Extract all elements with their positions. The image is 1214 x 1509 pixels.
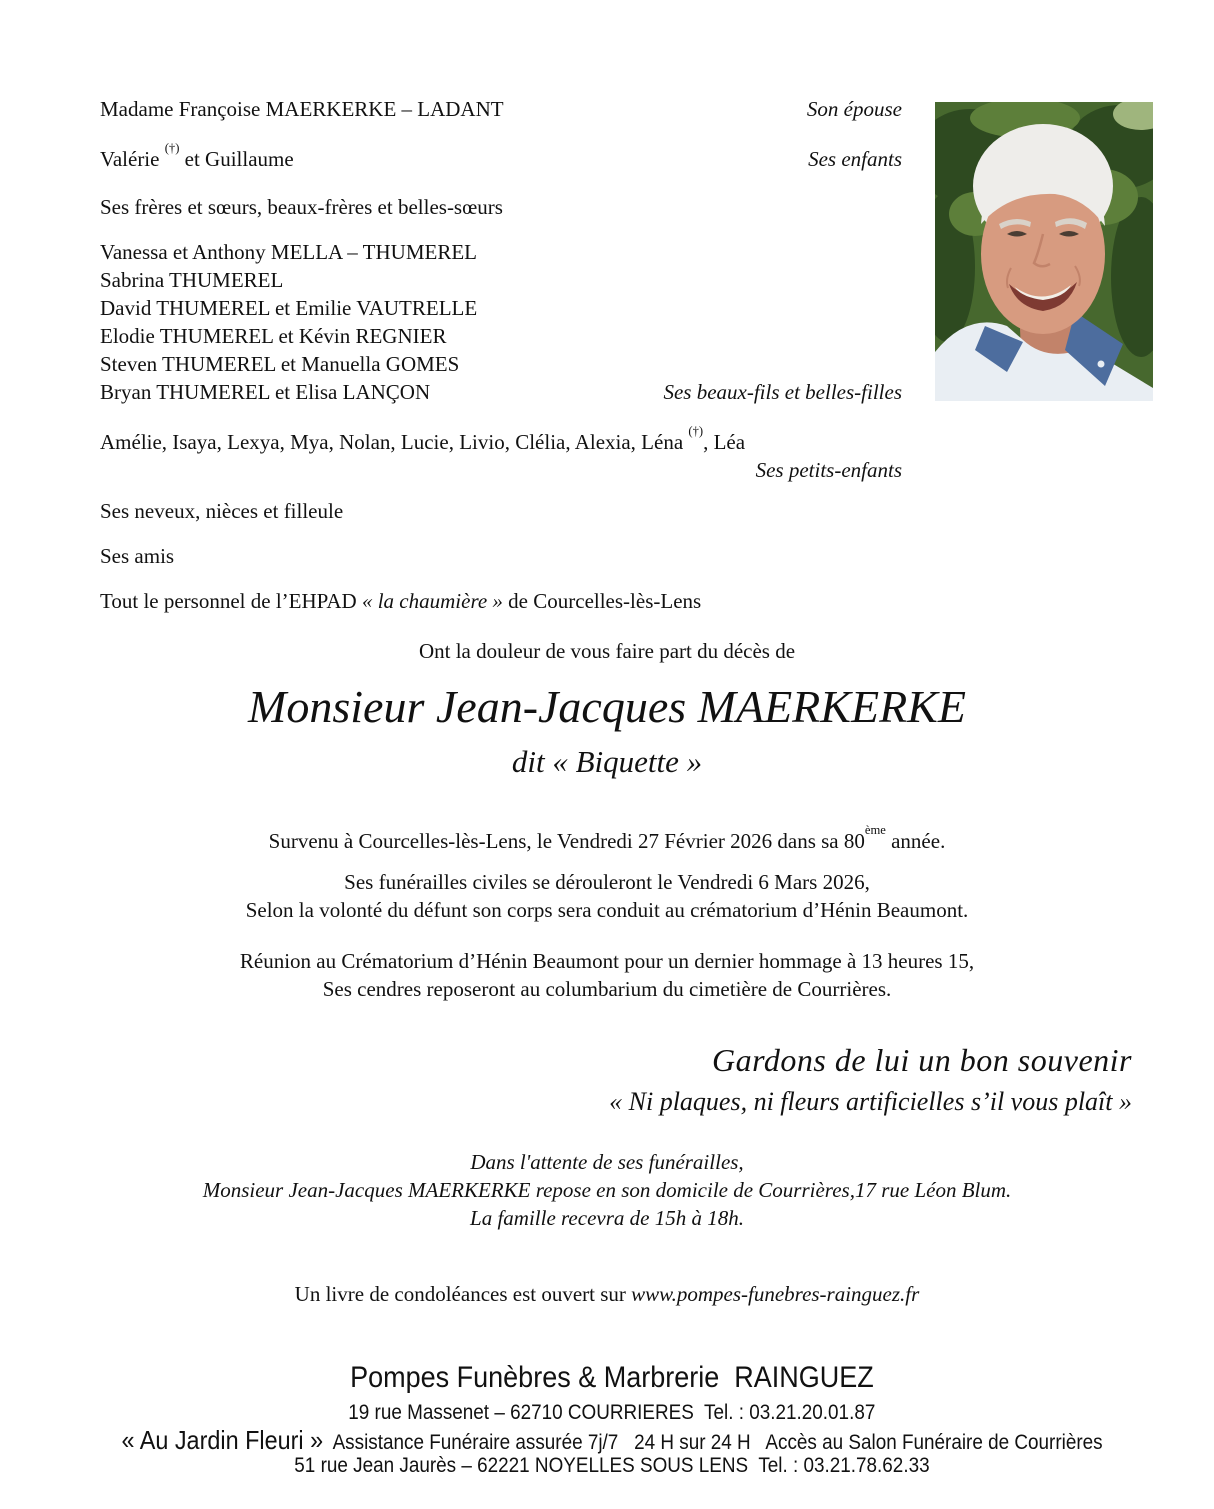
deceased-name: Monsieur Jean-Jacques MAERKERKE	[248, 681, 966, 732]
age-ordinal-suffix: ème	[864, 823, 886, 838]
condolences-url: www.pompes-funebres-rainguez.fr	[631, 1282, 920, 1306]
collar-button	[1098, 361, 1105, 368]
tribute-block	[609, 1040, 1132, 1119]
crematorium-details	[30, 947, 1184, 1003]
ehpad-name: « la chaumière »	[361, 589, 503, 613]
meeting-line: Ses cendres reposeront au columbarium du cimetière de Courrières.	[322, 977, 892, 1001]
stepchild-name: Elodie THUMEREL et Kévin REGNIER	[100, 324, 447, 348]
staff-line: Tout le personnel de l’EHPAD « la chaumière » de Courcelles-lès-Lens	[100, 589, 702, 613]
funeral-details	[30, 868, 1184, 924]
children-relation-label: Ses enfants	[808, 147, 902, 171]
stepchild-name: Bryan THUMEREL et Elisa LANÇON	[100, 380, 431, 404]
children-names: Valérie (†) et Guillaume	[100, 141, 294, 171]
tribute-request: « Ni plaques, ni fleurs artificielles s’il vous plaît »	[609, 1087, 1132, 1116]
wake-block	[30, 1148, 1184, 1232]
portrait-photo	[935, 102, 1153, 401]
stepchildren-list	[100, 238, 902, 406]
children-row	[100, 140, 902, 173]
funeral-home-brand: « Au Jardin Fleuri »	[121, 1425, 324, 1455]
nieces-line: Ses neveux, nièces et filleule	[100, 499, 344, 523]
grandchildren-relation-label: Ses petits-enfants	[755, 458, 902, 482]
funeral-home-address-1: 19 rue Massenet – 62710 COURRIERES Tel. : 03.21.20.01.87	[348, 1401, 876, 1424]
wake-line: La famille recevra de 15h à 18h.	[470, 1206, 744, 1230]
stepchild-name: David THUMEREL et Emilie VAUTRELLE	[100, 296, 478, 320]
grandchildren-block	[100, 423, 902, 484]
wake-line: Dans l'attente de ses funérailles,	[470, 1150, 744, 1174]
funeral-line: Selon la volonté du défunt son corps sera conduit au crématorium d’Hénin Beaumont.	[245, 898, 969, 922]
deceased-nickname: dit « Biquette »	[511, 744, 703, 779]
announcement-intro: Ont la douleur de vous faire part du décès de	[418, 639, 796, 663]
grandchildren-names: Amélie, Isaya, Lexya, Mya, Nolan, Lucie, Livio, Clélia, Alexia, Léna (†), Léa	[100, 424, 746, 454]
wake-line: Monsieur Jean-Jacques MAERKERKE repose en son domicile de Courrières,17 rue Léon Blum.	[202, 1178, 1012, 1202]
stepchildren-relation-label: Ses beaux-fils et belles-filles	[663, 380, 902, 404]
stepchild-name: Sabrina THUMEREL	[100, 268, 284, 292]
death-statement: Survenu à Courcelles-lès-Lens, le Vendredi 27 Février 2026 dans sa 80ème année.	[268, 823, 946, 853]
family-list-section	[100, 95, 902, 615]
friends-line: Ses amis	[100, 544, 175, 568]
portrait-photo-svg	[935, 102, 1153, 401]
spouse-name: Madame Françoise MAERKERKE – LADANT	[100, 97, 504, 121]
stepchild-name: Vanessa et Anthony MELLA – THUMEREL	[100, 240, 477, 264]
tribute-motto: Gardons de lui un bon souvenir	[711, 1042, 1132, 1078]
spouse-relation-label: Son épouse	[806, 97, 902, 121]
condolences-line: Un livre de condoléances est ouvert sur www.pompes-funebres-rainguez.fr	[294, 1282, 920, 1306]
siblings-line: Ses frères et sœurs, beaux-frères et belles-sœurs	[100, 195, 503, 219]
deceased-dagger: (†)	[164, 141, 180, 156]
funeral-line: Ses funérailles civiles se dérouleront le Vendredi 6 Mars 2026,	[344, 870, 870, 894]
stepchildren-last-row	[100, 378, 902, 406]
funeral-home-name: Pompes Funèbres & Marbrerie RAINGUEZ	[350, 1361, 874, 1394]
funeral-home-services: « Au Jardin Fleuri » Assistance Funéraire assurée 7j/7 24 H sur 24 H Accès au Salon Funéraire de Courrières	[121, 1425, 1103, 1455]
spouse-row	[100, 95, 902, 123]
meeting-line: Réunion au Crématorium d’Hénin Beaumont pour un dernier hommage à 13 heures 15,	[239, 949, 975, 973]
deceased-dagger: (†)	[688, 424, 704, 439]
stepchild-name: Steven THUMEREL et Manuella GOMES	[100, 352, 460, 376]
funeral-home-address-2: 51 rue Jean Jaurès – 62221 NOYELLES SOUS LENS Tel. : 03.21.78.62.33	[294, 1454, 930, 1477]
